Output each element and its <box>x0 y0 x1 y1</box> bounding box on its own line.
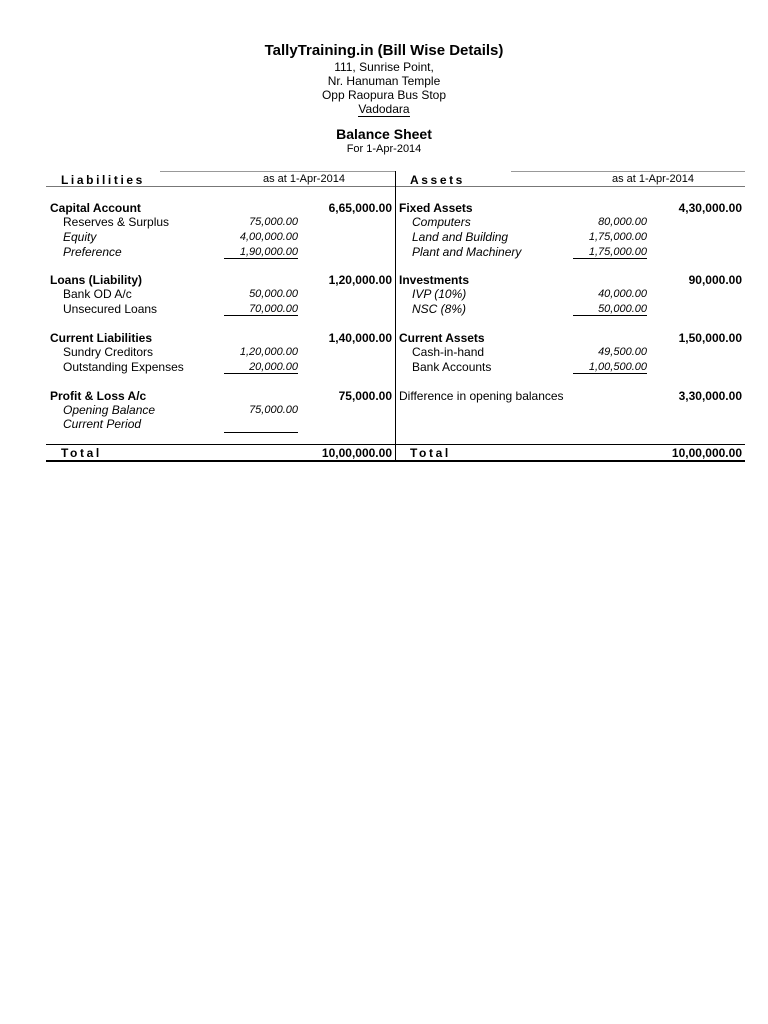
assets-date-col: as at 1-Apr-2014 <box>612 173 694 185</box>
address-line-3: Opp Raopura Bus Stop <box>321 88 447 102</box>
liabilities-total-label: Total <box>61 446 102 460</box>
ledger-name: Bank Accounts <box>412 360 492 374</box>
ledger-name: Opening Balance <box>63 403 156 417</box>
ledger-amount: 50,000.00 <box>249 288 298 300</box>
ledger-amount: 1,75,000.00 <box>588 231 647 243</box>
ledger-amount: 1,75,000.00 <box>573 246 647 259</box>
ledger-name: Bank OD A/c <box>63 287 132 301</box>
header-top-rule-right <box>511 171 745 172</box>
liabilities-heading: Liabilities <box>61 173 145 187</box>
group-total-fixed-assets: 4,30,000.00 <box>678 201 742 215</box>
ledger-name: Computers <box>412 215 471 229</box>
ledger-name: Equity <box>63 230 97 244</box>
group-name-fixed-assets: Fixed Assets <box>399 201 473 215</box>
group-total-difference: 3,30,000.00 <box>678 389 742 403</box>
ledger-name: Sundry Creditors <box>63 345 154 359</box>
group-name-loans: Loans (Liability) <box>50 273 143 287</box>
ledger-amount: 4,00,000.00 <box>239 231 298 243</box>
ledger-amount: 1,20,000.00 <box>239 346 298 358</box>
group-name-investments: Investments <box>399 273 470 287</box>
group-total-loans: 1,20,000.00 <box>328 273 392 287</box>
ledger-amount: 1,90,000.00 <box>224 246 298 259</box>
group-total-capital-account: 6,65,000.00 <box>328 201 392 215</box>
report-period: For 1-Apr-2014 <box>346 143 422 155</box>
group-total-current-assets: 1,50,000.00 <box>678 331 742 345</box>
ledger-name: NSC (8%) <box>412 302 467 316</box>
ledger-amount: 40,000.00 <box>598 288 647 300</box>
group-name-capital-account: Capital Account <box>50 201 141 215</box>
ledger-amount: 1,00,500.00 <box>573 361 647 374</box>
total-bottom-rule <box>46 460 745 462</box>
ledger-amount: 50,000.00 <box>573 303 647 316</box>
address-line-4: Vadodara <box>358 102 410 116</box>
ledger-name: Preference <box>63 245 122 259</box>
ledger-amount: 70,000.00 <box>224 303 298 316</box>
ledger-name: Plant and Machinery <box>412 245 522 259</box>
ledger-amount <box>224 418 298 433</box>
ledger-amount: 49,500.00 <box>598 346 647 358</box>
ledger-amount: 20,000.00 <box>224 361 298 374</box>
group-name-profit-loss: Profit & Loss A/c <box>50 389 147 403</box>
total-top-rule <box>46 444 745 445</box>
ledger-amount: 75,000.00 <box>249 404 298 416</box>
company-name: TallyTraining.in (Bill Wise Details) <box>264 42 504 59</box>
address-line-1: 111, Sunrise Point, <box>334 60 434 74</box>
group-total-current-liabilities: 1,40,000.00 <box>328 331 392 345</box>
ledger-amount: 75,000.00 <box>249 216 298 228</box>
ledger-name: IVP (10%) <box>412 287 467 301</box>
header-top-rule-left <box>160 171 396 172</box>
report-header <box>0 42 768 155</box>
ledger-amount: 80,000.00 <box>598 216 647 228</box>
group-total-investments: 90,000.00 <box>688 273 742 287</box>
page-title: Balance Sheet <box>336 126 432 142</box>
group-name-difference: Difference in opening balances <box>399 389 564 403</box>
column-divider <box>395 171 396 461</box>
assets-heading: Assets <box>410 173 465 187</box>
assets-total-label: Total <box>410 446 451 460</box>
ledger-name: Current Period <box>63 417 142 431</box>
group-name-current-assets: Current Assets <box>399 331 485 345</box>
assets-total-amount: 10,00,000.00 <box>671 446 742 460</box>
liabilities-total-amount: 10,00,000.00 <box>321 446 392 460</box>
ledger-name: Outstanding Expenses <box>63 360 184 374</box>
ledger-name: Land and Building <box>412 230 509 244</box>
ledger-name: Reserves & Surplus <box>63 215 170 229</box>
ledger-name: Cash-in-hand <box>412 345 485 359</box>
balance-sheet-table <box>46 171 745 462</box>
group-name-current-liabilities: Current Liabilities <box>50 331 153 345</box>
liabilities-date-col: as at 1-Apr-2014 <box>263 173 345 185</box>
address-line-2: Nr. Hanuman Temple <box>327 74 441 88</box>
group-total-profit-loss: 75,000.00 <box>338 389 392 403</box>
ledger-name: Unsecured Loans <box>63 302 158 316</box>
